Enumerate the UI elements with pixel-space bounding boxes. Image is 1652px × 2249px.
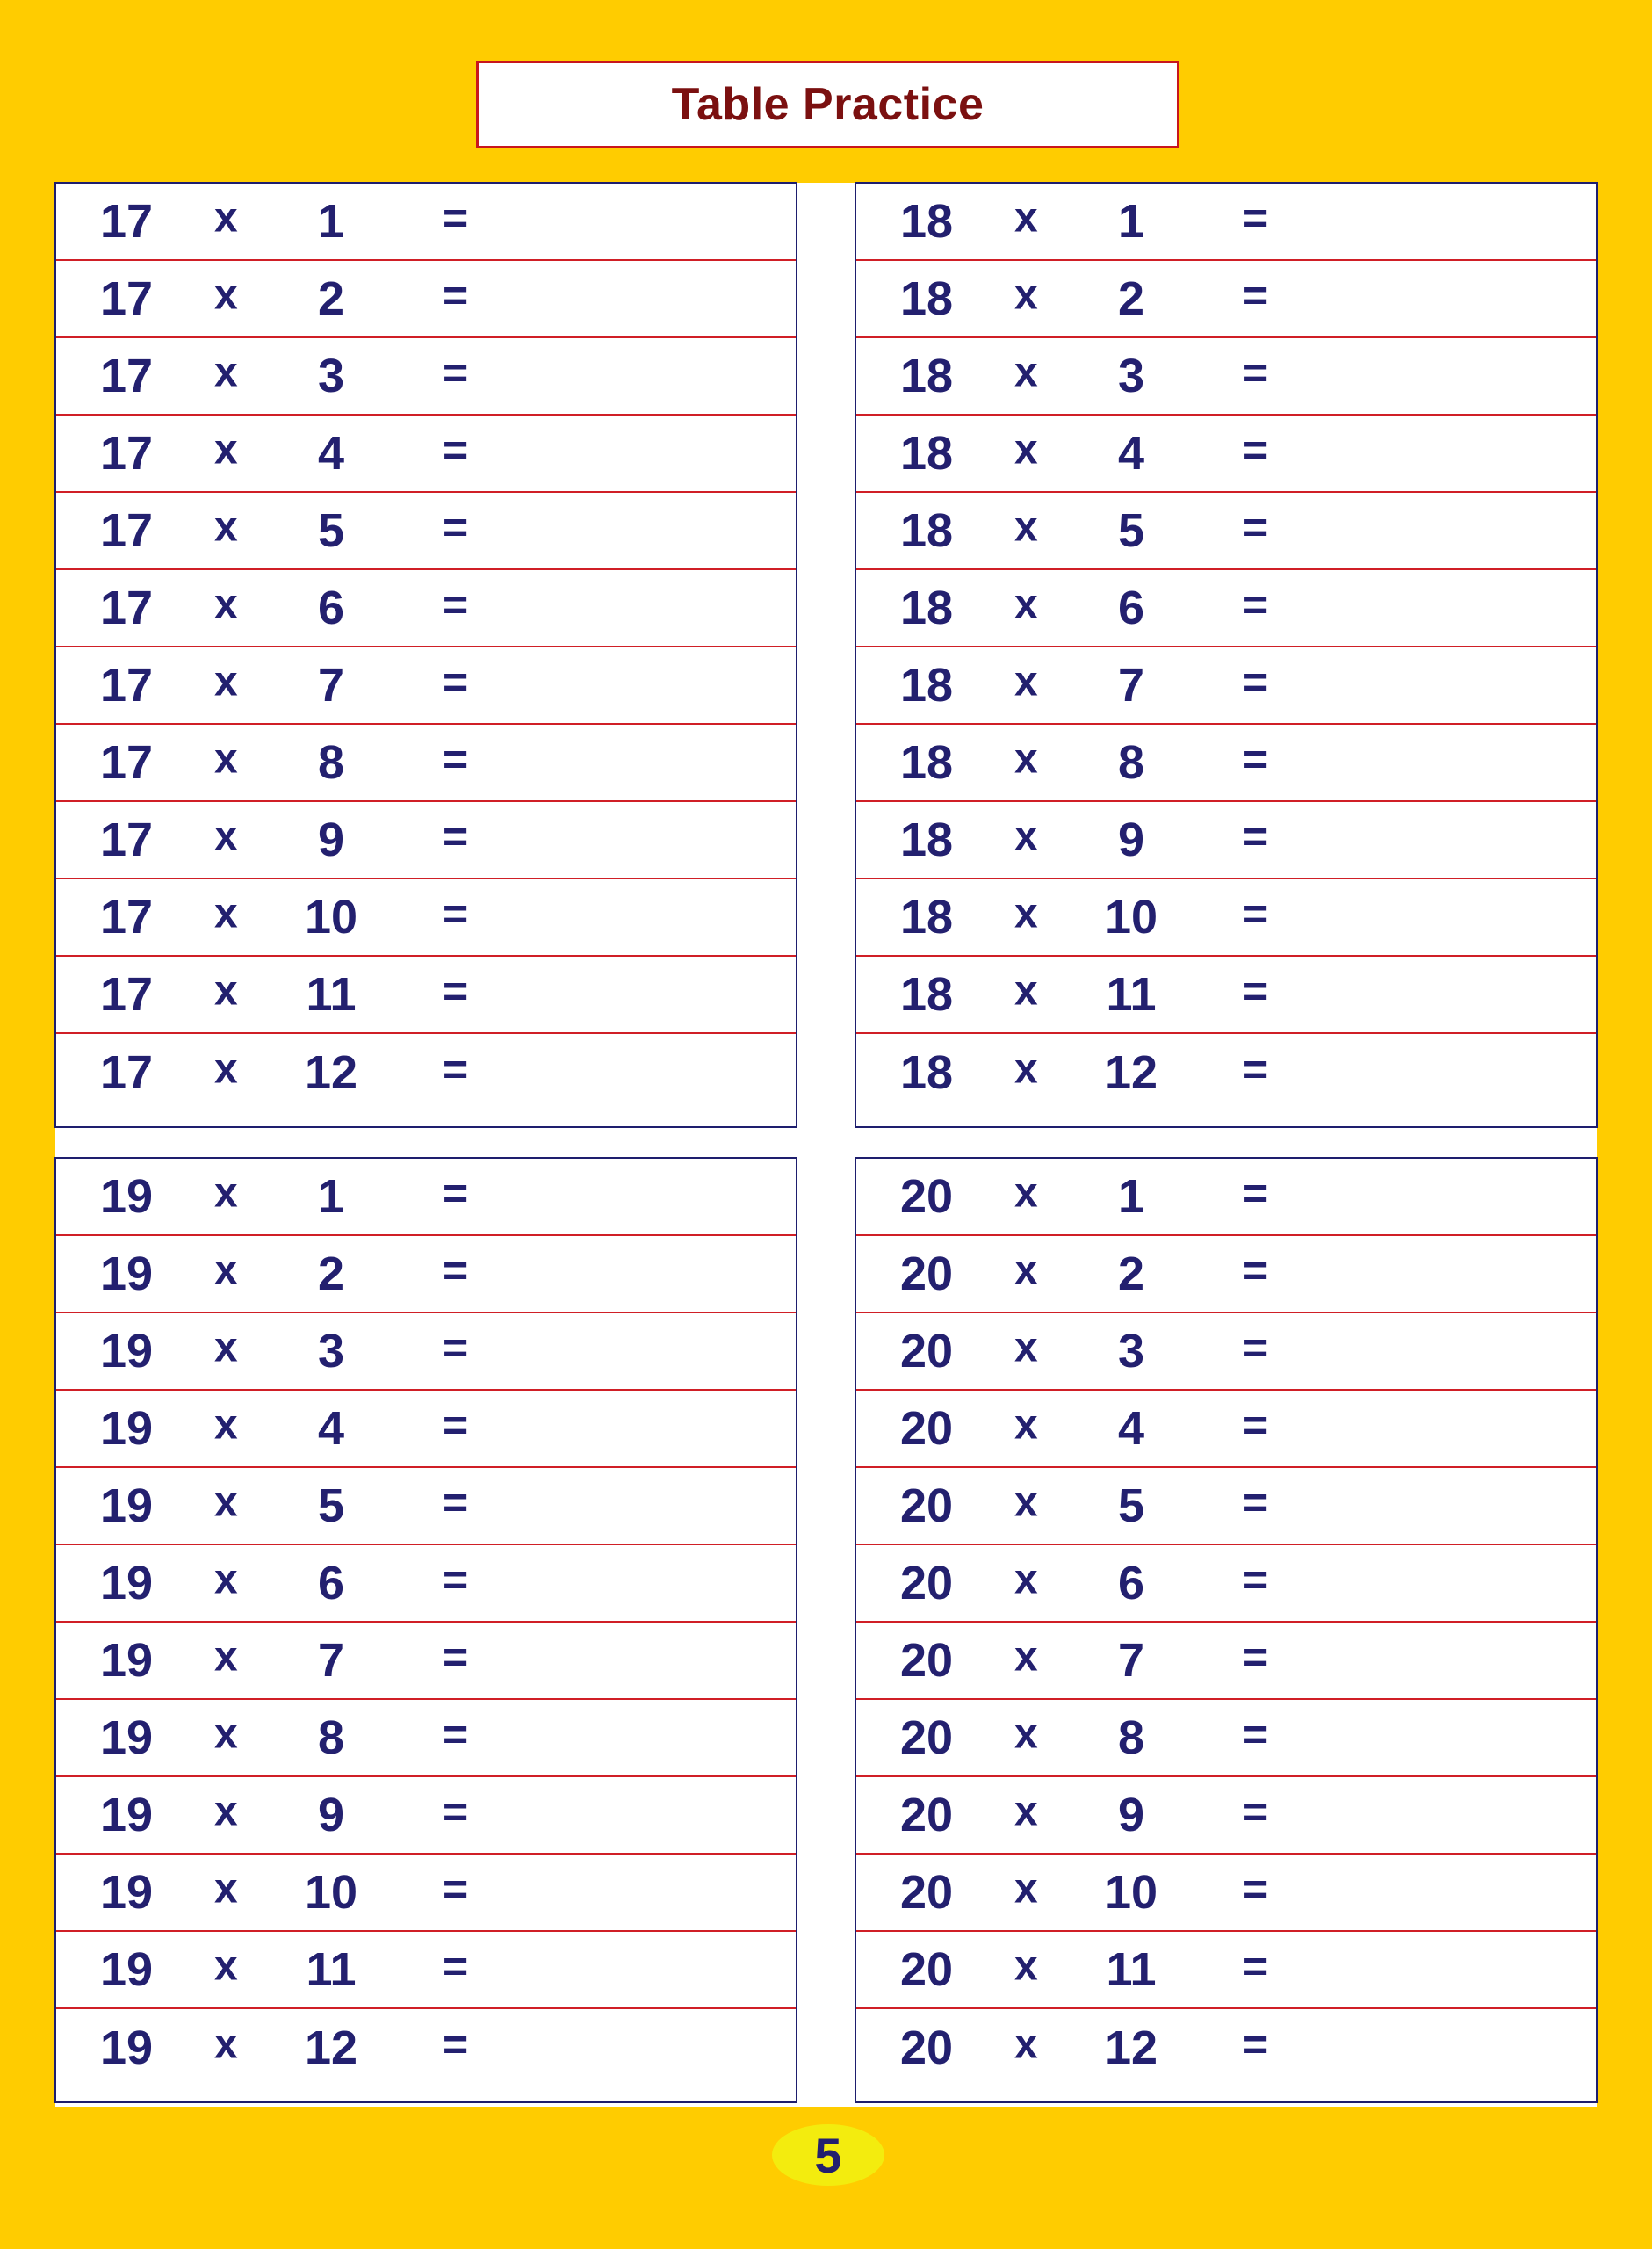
equals-sign: = xyxy=(443,193,469,242)
times-sign: x xyxy=(214,581,238,628)
equals-sign: = xyxy=(1243,812,1269,861)
multiplicand: 20 xyxy=(900,1247,954,1300)
times-sign: x xyxy=(1014,735,1038,783)
equals-sign: = xyxy=(443,1942,469,1991)
equals-sign: = xyxy=(1243,1864,1269,1913)
page-title: Table Practice xyxy=(671,79,985,130)
table-row xyxy=(56,1623,796,1700)
times-sign: x xyxy=(1014,813,1038,860)
multiplicand: 18 xyxy=(900,968,954,1021)
times-sign: x xyxy=(1014,1710,1038,1758)
equals-sign: = xyxy=(443,657,469,706)
multiplier: 2 xyxy=(1117,1247,1145,1300)
multiplicand: 17 xyxy=(100,1046,154,1099)
equals-sign: = xyxy=(443,503,469,552)
times-sign: x xyxy=(1014,1633,1038,1681)
multiplier: 9 xyxy=(1117,814,1145,866)
multiplicand: 19 xyxy=(100,1402,154,1455)
equals-sign: = xyxy=(1243,503,1269,552)
table-row xyxy=(56,957,796,1034)
table-row xyxy=(856,1777,1596,1855)
multiplicand: 20 xyxy=(900,1789,954,1841)
equals-sign: = xyxy=(443,1246,469,1295)
table-row xyxy=(856,1623,1596,1700)
equals-sign: = xyxy=(443,1045,469,1094)
times-sign: x xyxy=(214,1865,238,1913)
equals-sign: = xyxy=(1243,1710,1269,1759)
times-sign: x xyxy=(214,813,238,860)
table-row xyxy=(56,1236,796,1313)
times-sign: x xyxy=(1014,271,1038,319)
table-row xyxy=(856,647,1596,725)
equals-sign: = xyxy=(1243,1323,1269,1372)
equals-sign: = xyxy=(1243,734,1269,784)
table-row xyxy=(856,1932,1596,2009)
table-row xyxy=(56,1700,796,1777)
multiplier: 5 xyxy=(317,1479,345,1532)
equals-sign: = xyxy=(1243,657,1269,706)
multiplicand: 17 xyxy=(100,814,154,866)
multiplicand: 18 xyxy=(900,736,954,789)
equals-sign: = xyxy=(443,734,469,784)
equals-sign: = xyxy=(443,1632,469,1681)
table-row xyxy=(56,1545,796,1623)
table-row xyxy=(56,416,796,493)
times-sign: x xyxy=(1014,349,1038,396)
multiplicand: 19 xyxy=(100,1325,154,1378)
multiplicand: 17 xyxy=(100,582,154,634)
times-sign: x xyxy=(214,658,238,705)
times-sign: x xyxy=(1014,967,1038,1015)
multiplicand: 20 xyxy=(900,2021,954,2074)
multiplier: 11 xyxy=(1106,968,1157,1021)
equals-sign: = xyxy=(443,1400,469,1450)
table-practice-18 xyxy=(855,182,1598,1128)
times-sign: x xyxy=(214,1633,238,1681)
equals-sign: = xyxy=(1243,1400,1269,1450)
table-row xyxy=(56,1391,796,1468)
multiplier: 2 xyxy=(317,1247,345,1300)
multiplier: 2 xyxy=(1117,272,1145,325)
multiplicand: 19 xyxy=(100,1634,154,1687)
multiplicand: 20 xyxy=(900,1402,954,1455)
times-sign: x xyxy=(1014,1865,1038,1913)
table-row xyxy=(56,184,796,261)
table-row xyxy=(856,416,1596,493)
multiplier: 9 xyxy=(317,814,345,866)
table-row xyxy=(56,1159,796,1236)
table-practice-19 xyxy=(54,1157,797,2103)
equals-sign: = xyxy=(1243,1555,1269,1604)
equals-sign: = xyxy=(443,2020,469,2069)
table-practice-17 xyxy=(54,182,797,1128)
table-row xyxy=(56,1468,796,1545)
multiplier: 11 xyxy=(306,968,357,1021)
times-sign: x xyxy=(214,1479,238,1526)
multiplier: 1 xyxy=(317,195,345,248)
multiplicand: 17 xyxy=(100,968,154,1021)
times-sign: x xyxy=(1014,503,1038,551)
table-row xyxy=(56,493,796,570)
table-row xyxy=(56,1777,796,1855)
multiplicand: 18 xyxy=(900,272,954,325)
table-row xyxy=(856,1855,1596,1932)
times-sign: x xyxy=(214,426,238,474)
equals-sign: = xyxy=(443,425,469,474)
table-row xyxy=(56,1034,796,1111)
multiplier: 7 xyxy=(317,659,345,712)
multiplier: 5 xyxy=(317,504,345,557)
times-sign: x xyxy=(214,1710,238,1758)
multiplier: 8 xyxy=(317,736,345,789)
multiplier: 1 xyxy=(1117,195,1145,248)
multiplier: 10 xyxy=(304,891,358,944)
table-row xyxy=(56,2009,796,2086)
multiplicand: 20 xyxy=(900,1866,954,1919)
equals-sign: = xyxy=(443,1168,469,1218)
multiplier: 6 xyxy=(317,582,345,634)
table-row xyxy=(856,1700,1596,1777)
multiplicand: 17 xyxy=(100,891,154,944)
multiplicand: 17 xyxy=(100,195,154,248)
title-banner xyxy=(476,61,1179,148)
multiplier: 8 xyxy=(1117,1711,1145,1764)
times-sign: x xyxy=(1014,1401,1038,1449)
multiplier: 3 xyxy=(1117,350,1145,402)
table-row xyxy=(56,570,796,647)
times-sign: x xyxy=(1014,1045,1038,1093)
times-sign: x xyxy=(1014,1942,1038,1990)
multiplier: 5 xyxy=(1117,504,1145,557)
equals-sign: = xyxy=(443,966,469,1016)
times-sign: x xyxy=(214,2021,238,2068)
table-row xyxy=(856,338,1596,416)
equals-sign: = xyxy=(1243,966,1269,1016)
equals-sign: = xyxy=(1243,1632,1269,1681)
table-row xyxy=(856,1236,1596,1313)
multiplier: 8 xyxy=(1117,736,1145,789)
multiplier: 3 xyxy=(317,1325,345,1378)
times-sign: x xyxy=(1014,658,1038,705)
table-row xyxy=(856,184,1596,261)
table-row xyxy=(856,879,1596,957)
times-sign: x xyxy=(214,735,238,783)
multiplier: 11 xyxy=(1106,1943,1157,1996)
multiplicand: 17 xyxy=(100,504,154,557)
multiplicand: 18 xyxy=(900,427,954,480)
multiplier: 6 xyxy=(317,1557,345,1609)
multiplicand: 19 xyxy=(100,1789,154,1841)
times-sign: x xyxy=(214,1247,238,1294)
multiplicand: 20 xyxy=(900,1943,954,1996)
multiplier: 1 xyxy=(1117,1170,1145,1223)
table-row xyxy=(856,802,1596,879)
table-row xyxy=(56,1855,796,1932)
table-row xyxy=(856,1159,1596,1236)
equals-sign: = xyxy=(443,580,469,629)
times-sign: x xyxy=(214,194,238,242)
times-sign: x xyxy=(214,1942,238,1990)
equals-sign: = xyxy=(1243,271,1269,320)
multiplier: 7 xyxy=(1117,1634,1145,1687)
equals-sign: = xyxy=(1243,193,1269,242)
times-sign: x xyxy=(1014,2021,1038,2068)
multiplier: 1 xyxy=(317,1170,345,1223)
table-row xyxy=(56,879,796,957)
times-sign: x xyxy=(214,1401,238,1449)
equals-sign: = xyxy=(1243,425,1269,474)
multiplicand: 19 xyxy=(100,1866,154,1919)
table-row xyxy=(856,1034,1596,1111)
equals-sign: = xyxy=(1243,1478,1269,1527)
multiplier: 9 xyxy=(317,1789,345,1841)
multiplier: 10 xyxy=(1104,891,1158,944)
times-sign: x xyxy=(214,1324,238,1371)
multiplicand: 20 xyxy=(900,1557,954,1609)
times-sign: x xyxy=(214,271,238,319)
equals-sign: = xyxy=(1243,1787,1269,1836)
times-sign: x xyxy=(1014,1247,1038,1294)
times-sign: x xyxy=(1014,1324,1038,1371)
equals-sign: = xyxy=(1243,889,1269,938)
multiplicand: 18 xyxy=(900,582,954,634)
multiplicand: 17 xyxy=(100,659,154,712)
multiplier: 4 xyxy=(1117,427,1145,480)
table-row xyxy=(856,2009,1596,2086)
table-row xyxy=(56,802,796,879)
table-row xyxy=(856,493,1596,570)
multiplier: 9 xyxy=(1117,1789,1145,1841)
equals-sign: = xyxy=(1243,1168,1269,1218)
multiplicand: 17 xyxy=(100,350,154,402)
times-sign: x xyxy=(214,503,238,551)
times-sign: x xyxy=(214,1045,238,1093)
times-sign: x xyxy=(214,1169,238,1217)
table-row xyxy=(856,957,1596,1034)
times-sign: x xyxy=(1014,1556,1038,1603)
equals-sign: = xyxy=(443,271,469,320)
multiplier: 7 xyxy=(317,1634,345,1687)
table-row xyxy=(856,261,1596,338)
equals-sign: = xyxy=(1243,1045,1269,1094)
multiplicand: 19 xyxy=(100,1557,154,1609)
multiplier: 5 xyxy=(1117,1479,1145,1532)
multiplier: 4 xyxy=(1117,1402,1145,1455)
multiplicand: 19 xyxy=(100,1943,154,1996)
multiplier: 6 xyxy=(1117,582,1145,634)
multiplier: 7 xyxy=(1117,659,1145,712)
page-number: 5 xyxy=(814,2127,842,2183)
multiplier: 12 xyxy=(1104,1046,1158,1099)
equals-sign: = xyxy=(443,1478,469,1527)
table-row xyxy=(856,570,1596,647)
equals-sign: = xyxy=(1243,348,1269,397)
times-sign: x xyxy=(1014,194,1038,242)
times-sign: x xyxy=(1014,1788,1038,1835)
multiplicand: 17 xyxy=(100,736,154,789)
multiplier: 4 xyxy=(317,427,345,480)
equals-sign: = xyxy=(443,889,469,938)
multiplicand: 18 xyxy=(900,504,954,557)
multiplier: 11 xyxy=(306,1943,357,1996)
table-row xyxy=(856,1468,1596,1545)
times-sign: x xyxy=(214,1556,238,1603)
multiplier: 12 xyxy=(304,2021,358,2074)
multiplicand: 18 xyxy=(900,195,954,248)
equals-sign: = xyxy=(443,1864,469,1913)
table-row xyxy=(56,647,796,725)
table-row xyxy=(856,725,1596,802)
equals-sign: = xyxy=(443,348,469,397)
times-sign: x xyxy=(1014,1169,1038,1217)
table-practice-20 xyxy=(855,1157,1598,2103)
multiplicand: 18 xyxy=(900,350,954,402)
multiplier: 8 xyxy=(317,1711,345,1764)
times-sign: x xyxy=(214,890,238,937)
multiplier: 4 xyxy=(317,1402,345,1455)
multiplicand: 20 xyxy=(900,1170,954,1223)
equals-sign: = xyxy=(443,1555,469,1604)
equals-sign: = xyxy=(1243,1942,1269,1991)
equals-sign: = xyxy=(1243,2020,1269,2069)
multiplicand: 19 xyxy=(100,2021,154,2074)
table-row xyxy=(56,1313,796,1391)
multiplier: 12 xyxy=(304,1046,358,1099)
multiplicand: 20 xyxy=(900,1634,954,1687)
times-sign: x xyxy=(1014,890,1038,937)
multiplicand: 20 xyxy=(900,1479,954,1532)
multiplier: 2 xyxy=(317,272,345,325)
table-row xyxy=(56,338,796,416)
equals-sign: = xyxy=(443,1787,469,1836)
multiplier: 10 xyxy=(1104,1866,1158,1919)
multiplicand: 20 xyxy=(900,1325,954,1378)
multiplier: 3 xyxy=(1117,1325,1145,1378)
equals-sign: = xyxy=(1243,580,1269,629)
times-sign: x xyxy=(214,967,238,1015)
multiplicand: 17 xyxy=(100,427,154,480)
times-sign: x xyxy=(1014,581,1038,628)
equals-sign: = xyxy=(443,1323,469,1372)
multiplicand: 20 xyxy=(900,1711,954,1764)
table-row xyxy=(856,1313,1596,1391)
multiplicand: 18 xyxy=(900,814,954,866)
multiplicand: 19 xyxy=(100,1247,154,1300)
multiplicand: 18 xyxy=(900,891,954,944)
table-row xyxy=(856,1545,1596,1623)
page-number-badge xyxy=(772,2124,884,2186)
times-sign: x xyxy=(1014,1479,1038,1526)
multiplier: 12 xyxy=(1104,2021,1158,2074)
table-row xyxy=(56,261,796,338)
multiplicand: 18 xyxy=(900,1046,954,1099)
times-sign: x xyxy=(1014,426,1038,474)
equals-sign: = xyxy=(1243,1246,1269,1295)
times-sign: x xyxy=(214,349,238,396)
multiplicand: 19 xyxy=(100,1479,154,1532)
multiplicand: 18 xyxy=(900,659,954,712)
times-sign: x xyxy=(214,1788,238,1835)
multiplier: 6 xyxy=(1117,1557,1145,1609)
multiplicand: 19 xyxy=(100,1170,154,1223)
multiplicand: 17 xyxy=(100,272,154,325)
table-row xyxy=(56,1932,796,2009)
equals-sign: = xyxy=(443,812,469,861)
multiplicand: 19 xyxy=(100,1711,154,1764)
equals-sign: = xyxy=(443,1710,469,1759)
multiplier: 3 xyxy=(317,350,345,402)
table-row xyxy=(856,1391,1596,1468)
table-row xyxy=(56,725,796,802)
multiplier: 10 xyxy=(304,1866,358,1919)
